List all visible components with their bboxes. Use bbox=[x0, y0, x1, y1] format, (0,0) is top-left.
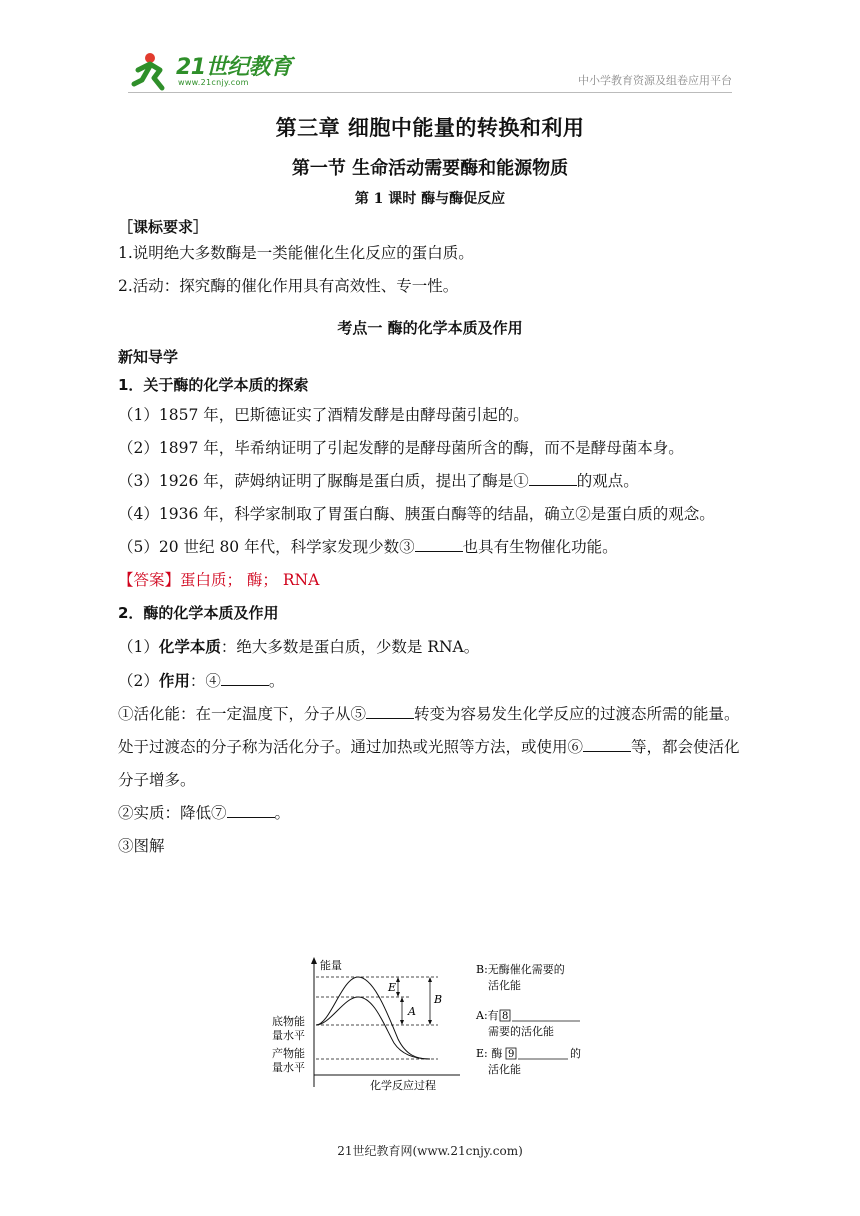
uncatalyzed-curve bbox=[316, 977, 430, 1059]
legend-b: B:无酶催化需要的 bbox=[476, 963, 565, 976]
product-level-label: 产物能 bbox=[272, 1047, 305, 1060]
blank-6[interactable] bbox=[583, 733, 631, 752]
legend-a-prefix: A:有 bbox=[476, 1009, 499, 1022]
standard-item: 2.活动：探究酶的催化作用具有高效性、专一性。 bbox=[118, 277, 459, 295]
logo-url: www.21cnjy.com bbox=[178, 78, 249, 87]
product-level-label: 量水平 bbox=[272, 1061, 305, 1074]
legend-a-suffix: 需要的活化能 bbox=[488, 1025, 554, 1038]
document-body bbox=[118, 110, 742, 863]
enzyme-function: （2）作用：④ 。 bbox=[118, 664, 742, 698]
blank-3[interactable] bbox=[415, 533, 463, 552]
standards-heading: ［课标要求］ bbox=[118, 218, 209, 236]
diagram-label: ③图解 bbox=[118, 837, 165, 855]
legend-e-prefix: E: 酶 bbox=[476, 1047, 503, 1060]
activation-energy-diagram bbox=[270, 955, 590, 1095]
x-axis-label: 化学反应过程 bbox=[370, 1079, 436, 1092]
part2-title: 2．酶的化学本质及作用 bbox=[118, 604, 279, 622]
blank-4[interactable] bbox=[221, 667, 269, 686]
label-a: A bbox=[408, 1005, 416, 1018]
history-item-1980s: （5）20 世纪 80 年代，科学家发现少数③ 也具有生物催化功能。 bbox=[118, 531, 742, 564]
lesson-title: 第 1 课时 酶与酶促反应 bbox=[354, 191, 506, 207]
history-item-1936: （4）1936 年，科学家制取了胃蛋白酶、胰蛋白酶等的结晶，确立②是蛋白质的观念。 bbox=[118, 505, 715, 523]
history-item-1926: （3）1926 年，萨姆纳证明了脲酶是蛋白质，提出了酶是① 的观点。 bbox=[118, 465, 742, 498]
logo-text: 21世纪教育 bbox=[176, 55, 292, 80]
blank-5[interactable] bbox=[366, 700, 414, 719]
section-title: 第一节 生命活动需要酶和能源物质 bbox=[291, 158, 569, 179]
history-item-1857: （1）1857 年，巴斯德证实了酒精发酵是由酵母菌引起的。 bbox=[118, 406, 529, 424]
label-e: E bbox=[388, 981, 397, 994]
essence-line: ②实质：降低⑦ 。 bbox=[118, 797, 742, 830]
platform-tagline: 中小学教育资源及组卷应用平台 bbox=[578, 74, 732, 87]
chemical-nature: （1）化学本质：绝大多数是蛋白质，少数是 RNA。 bbox=[118, 637, 480, 656]
legend-a-number: 8 bbox=[502, 1011, 509, 1022]
substrate-level-label: 底物能 bbox=[272, 1015, 305, 1028]
substrate-level-label: 量水平 bbox=[272, 1029, 305, 1042]
legend-e-number: 9 bbox=[508, 1049, 515, 1060]
blank-1[interactable] bbox=[529, 467, 577, 486]
legend-b: 活化能 bbox=[488, 979, 521, 992]
blank-7[interactable] bbox=[227, 799, 275, 818]
y-axis-arrow-icon bbox=[311, 957, 317, 964]
activation-energy: ①活化能：在一定温度下，分子从⑤ 转变为容易发生化学反应的过渡态所需的能量。处于过渡态的分子称为活化分子。通过加热或光照等方法，或使用⑥ 等，都会使活化分子增多。 bbox=[118, 698, 742, 797]
answer-line: 【答案】蛋白质； 酶； RNA bbox=[118, 571, 320, 589]
chapter-title: 第三章 细胞中能量的转换和利用 bbox=[275, 116, 585, 140]
history-item-1897: （2）1897 年，毕希纳证明了引起发酵的是酵母菌所含的酶，而不是酵母菌本身。 bbox=[118, 439, 684, 457]
page-header bbox=[0, 0, 860, 100]
subhead-new-knowledge: 新知导学 bbox=[118, 348, 179, 366]
part1-title: 1．关于酶的化学本质的探索 bbox=[118, 376, 309, 394]
legend-e-suffix: 的 bbox=[570, 1047, 581, 1060]
label-b: B bbox=[434, 993, 443, 1006]
header-divider bbox=[128, 92, 732, 93]
topic-title: 考点一 酶的化学本质及作用 bbox=[337, 319, 523, 337]
legend-e-line2: 活化能 bbox=[488, 1063, 521, 1076]
page-footer: 21世纪教育网(www.21cnjy.com) bbox=[337, 1144, 523, 1158]
y-axis-label: 能量 bbox=[320, 959, 342, 972]
standard-item: 1.说明绝大多数酶是一类能催化生化反应的蛋白质。 bbox=[118, 244, 474, 262]
